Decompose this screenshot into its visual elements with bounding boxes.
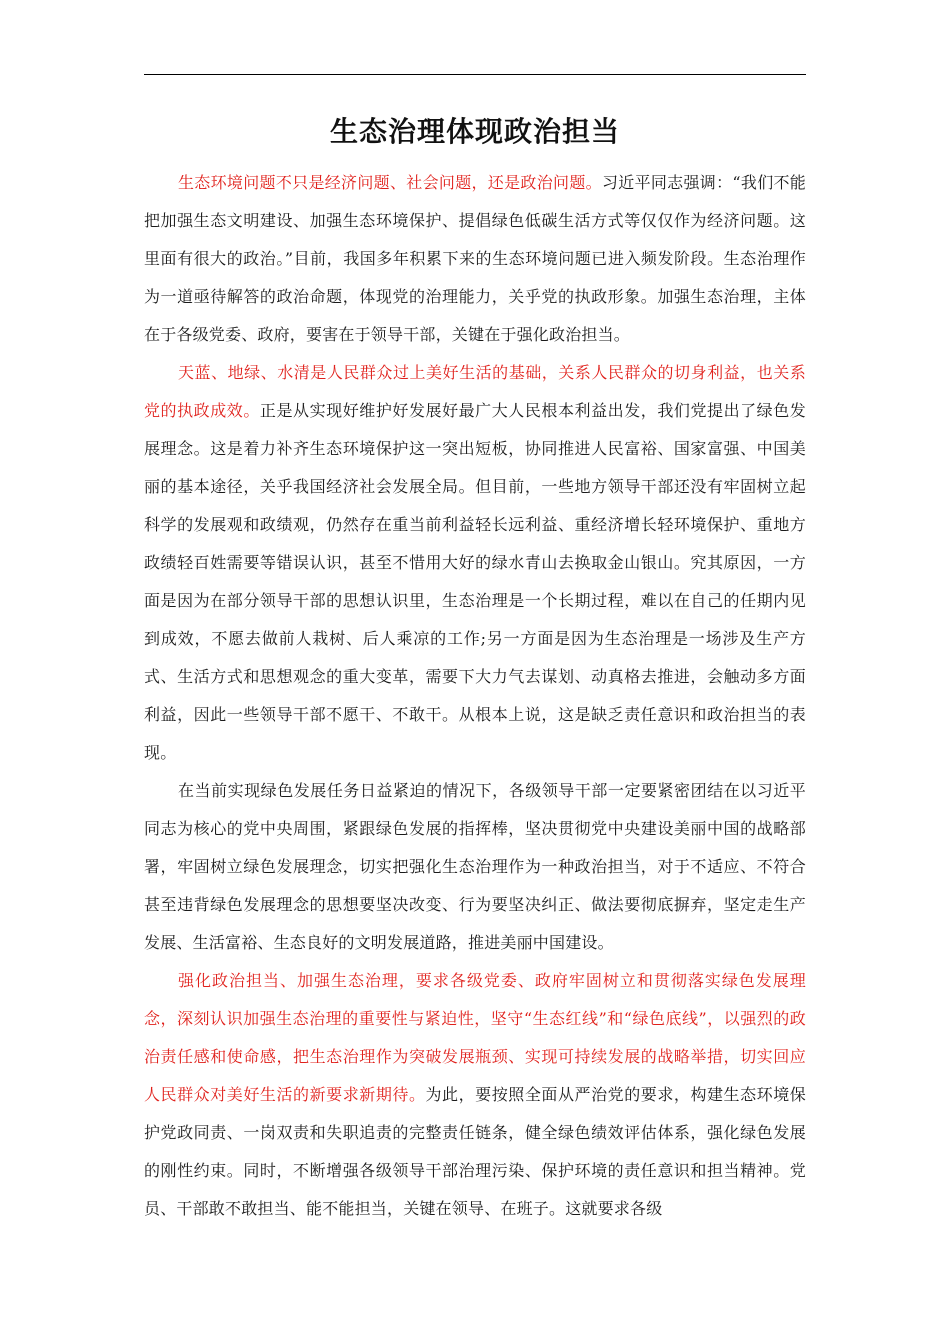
paragraph-3-text: 在当前实现绿色发展任务日益紧迫的情况下，各级领导干部一定要紧密团结在以习近平同志为核心的党中央周围，紧跟绿色发展的指挥棒，坚决贯彻党中央建设美丽中国的战略部署，牢固树立绿色发展理念，切实把强化生态治理作为一种政治担当，对于不适应、不符合甚至违背绿色发展理念的思想要坚决改变、行为要坚决纠正、做法要彻底摒弃，坚定走生产发展、生活富裕、生态良好的文明发展道路，推进美丽中国建设。 (144, 781, 806, 952)
paragraph-1-text: 习近平同志强调：“我们不能把加强生态文明建设、加强生态环境保护、提倡绿色低碳生活方式等仅仅作为经济问题。这里面有很大的政治。”目前，我国多年积累下来的生态环境问题已进入频发阶段。生态治理作为一道亟待解答的政治命题，体现党的治理能力，关乎党的执政形象。加强生态治理，主体在于各级党委、政府，要害在于领导干部，关键在于强化政治担当。 (144, 173, 807, 344)
document-body (144, 164, 806, 1228)
header-rule (144, 74, 806, 75)
paragraph-4-text: 为此，要按照全面从严治党的要求，构建生态环境保护党政同责、一岗双责和失职追责的完整责任链条，健全绿色绩效评估体系，强化绿色发展的刚性约束。同时，不断增强各级领导干部治理污染、保护环境的责任意识和担当精神。党员、干部敢不敢担当、能不能担当，关键在领导、在班子。这就要求各级 (144, 1085, 806, 1218)
paragraph-4 (144, 962, 806, 1228)
paragraph-3 (144, 772, 806, 962)
paragraph-2 (144, 354, 806, 772)
paragraph-1 (144, 164, 806, 354)
document-title: 生态治理体现政治担当 (329, 115, 620, 148)
paragraph-2-highlight: 天蓝、地绿、水清是人民群众过上美好生活的基础，关系人民群众的切身利益，也关系党的执政成效。 (144, 363, 806, 420)
paragraph-1-highlight: 生态环境问题不只是经济问题、社会问题，还是政治问题。 (178, 173, 602, 192)
paragraph-4-highlight: 强化政治担当、加强生态治理，要求各级党委、政府牢固树立和贯彻落实绿色发展理念，深刻认识加强生态治理的重要性与紧迫性，坚守“生态红线”和“绿色底线”，以强烈的政治责任感和使命感，把生态治理作为突破发展瓶颈、实现可持续发展的战略举措，切实回应人民群众对美好生活的新要求新期待。 (144, 971, 806, 1104)
paragraph-2-text: 正是从实现好维护好发展好最广大人民根本利益出发，我们党提出了绿色发展理念。这是着力补齐生态环境保护这一突出短板，协同推进人民富裕、国家富强、中国美丽的基本途径，关乎我国经济社会发展全局。但目前，一些地方领导干部还没有牢固树立起科学的发展观和政绩观，仍然存在重当前利益轻长远利益、重经济增长轻环境保护、重地方政绩轻百姓需要等错误认识，甚至不惜用大好的绿水青山去换取金山银山。究其原因，一方面是因为在部分领导干部的思想认识里，生态治理是一个长期过程，难以在自己的任期内见到成效，不愿去做前人栽树、后人乘凉的工作;另一方面是因为生态治理是一场涉及生产方式、生活方式和思想观念的重大变革，需要下大力气去谋划、动真格去推进，会触动多方面利益，因此一些领导干部不愿干、不敢干。从根本上说，这是缺乏责任意识和政治担当的表现。 (144, 401, 806, 762)
